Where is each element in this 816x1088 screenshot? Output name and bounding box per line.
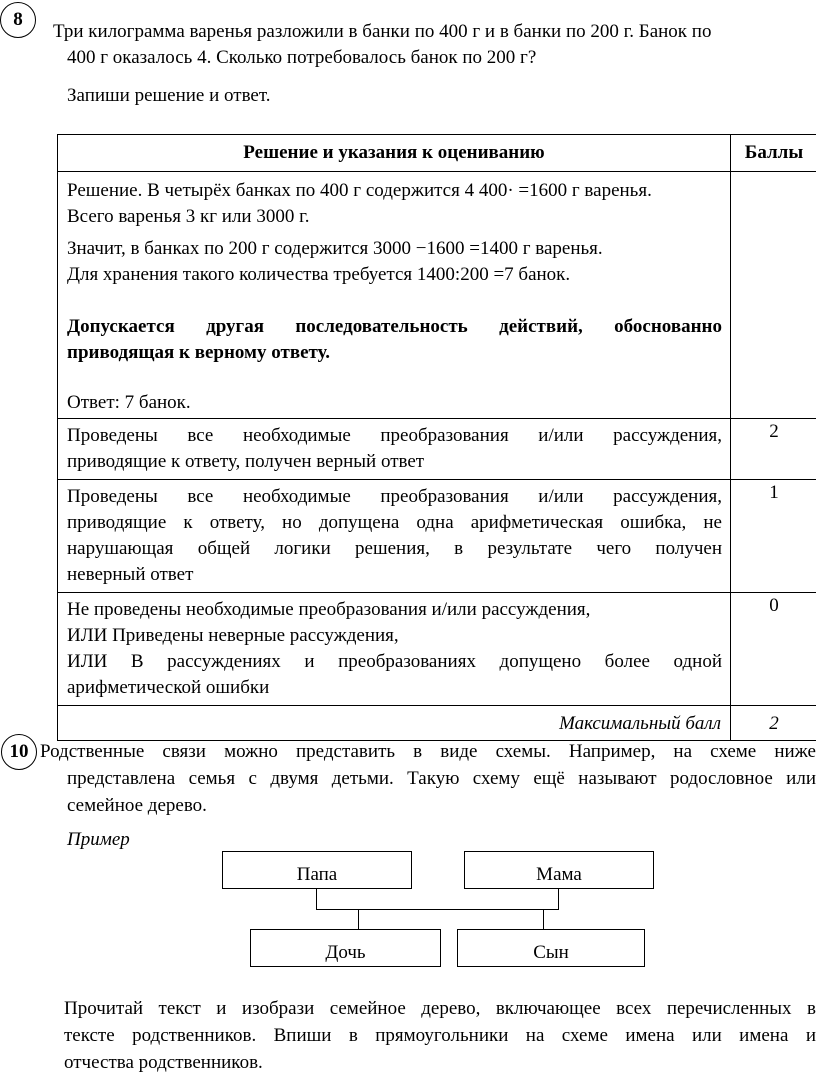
header-points: Баллы (731, 135, 816, 172)
task-text-line: Три килограмма варенья разложили в банки по 400 г и в банки по 200 г. Банок по (53, 21, 712, 42)
grading-table (57, 134, 816, 741)
criteria-line: приводящие к ответу, получен верный ответ (67, 451, 425, 472)
tree-connector (316, 909, 559, 910)
tree-node-papa (222, 851, 412, 889)
criteria-row (58, 419, 816, 480)
tree-node-label: Мама (536, 864, 582, 885)
tree-connector (558, 889, 559, 909)
solution-score-cell (731, 172, 816, 419)
tree-node-label: Папа (296, 864, 338, 885)
solution-row (58, 172, 816, 419)
criteria-cell (58, 419, 731, 480)
task-instruction-line: отчества родственников. (64, 1052, 263, 1073)
task-text-line: Родственные связи можно представить в виде схемы. Например, на схеме ниже (40, 741, 816, 762)
task-text-line: представлена семья с двумя детьми. Такую схему ещё называют родословное или (67, 768, 816, 789)
solution-line: Решение. В четырёх банках по 400 г содержится 4 400· =1600 г варенья. (67, 180, 652, 201)
max-score-label: Максимальный балл (58, 706, 731, 741)
answer: Ответ: 7 банок. (67, 392, 191, 413)
criteria-line: нарушающая общей логики решения, в результате чего получен (67, 538, 722, 559)
tree-node-label: Дочь (325, 942, 366, 963)
tree-connector (543, 909, 544, 929)
criteria-score: 1 (731, 480, 816, 593)
task-number-badge (1, 734, 37, 770)
tree-node-daughter (250, 929, 441, 967)
solution-line: Всего варенья 3 кг или 3000 г. (67, 206, 310, 227)
task-number-badge (0, 2, 36, 38)
criteria-line: ИЛИ В рассуждениях и преобразованиях допущено более одной (67, 651, 722, 672)
task-number: 10 (9, 741, 29, 762)
solution-cell (58, 172, 731, 419)
alt-note-line: Допускается другая последовательность действий, обоснованно (67, 316, 722, 337)
tree-node-label: Сын (533, 942, 569, 963)
solution-line: Значит, в банках по 200 г содержится 3000 −1600 =1400 г варенья. (67, 238, 603, 259)
tree-node-mama (464, 851, 654, 889)
task-text-line: 400 г оказалось 4. Сколько потребовалось банок по 200 г? (67, 47, 537, 68)
alt-note-line: приводящая к верному ответу. (67, 342, 330, 363)
criteria-cell (58, 480, 731, 593)
task-instruction-line: Прочитай текст и изобрази семейное дерево, включающее всех перечисленных в (64, 998, 816, 1019)
criteria-score: 0 (731, 593, 816, 706)
example-label: Пример (67, 829, 130, 850)
task-number: 8 (13, 9, 23, 30)
criteria-line: приводящие к ответу, но допущена одна арифметическая ошибка, не (67, 512, 722, 533)
criteria-row (58, 480, 816, 593)
criteria-line: Не проведены необходимые преобразования и/или рассуждения, (67, 599, 591, 620)
tree-node-son (457, 929, 645, 967)
task-instruction-line: тексте родственников. Впиши в прямоугольники на схеме имена или имена и (64, 1025, 816, 1046)
criteria-line: Проведены все необходимые преобразования и/или рассуждения, (67, 486, 722, 507)
table-header-row (58, 135, 816, 172)
task-instruction: Запиши решение и ответ. (67, 85, 271, 106)
criteria-row (58, 593, 816, 706)
solution-line: Для хранения такого количества требуется 1400:200 =7 банок. (67, 264, 571, 285)
tree-connector (316, 889, 317, 909)
max-score-value: 2 (731, 706, 816, 741)
criteria-cell (58, 593, 731, 706)
criteria-line: арифметической ошибки (67, 677, 270, 698)
task-text-line: семейное дерево. (67, 795, 207, 816)
criteria-line: ИЛИ Приведены неверные рассуждения, (67, 625, 399, 646)
criteria-line: Проведены все необходимые преобразования и/или рассуждения, (67, 425, 722, 446)
criteria-line: неверный ответ (67, 564, 194, 585)
criteria-score: 2 (731, 419, 816, 480)
tree-connector (358, 909, 359, 929)
header-solution: Решение и указания к оцениванию (58, 135, 731, 172)
max-score-row (58, 706, 816, 741)
